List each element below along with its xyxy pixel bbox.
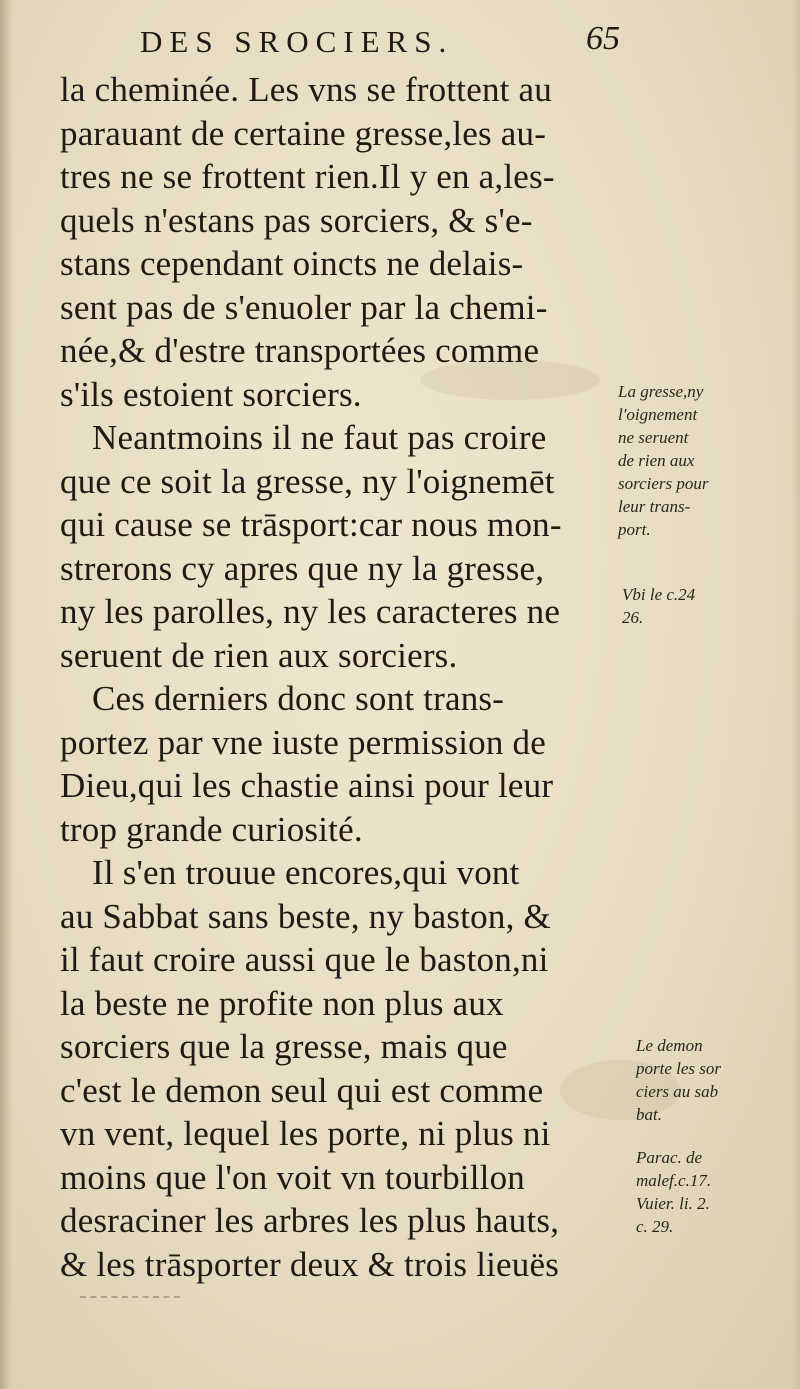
text-line: desraciner les arbres les plus hauts, (60, 1201, 560, 1240)
running-title: DES SROCIERS. (140, 24, 454, 59)
margin-note-line: de rien aux (618, 451, 695, 470)
main-text-block (60, 68, 625, 1286)
text-line: stans cependant oincts ne delais- (60, 244, 524, 283)
text-line: Dieu,qui les chastie ainsi pour leur (60, 766, 554, 805)
text-line: moins que l'on voit vn tourbillon (60, 1157, 525, 1197)
margin-note-line: ciers au sab (636, 1082, 719, 1101)
text-line: Neantmoins il ne faut pas croire (92, 418, 547, 457)
page-number: 65 (586, 20, 620, 57)
page-gutter-edge (0, 0, 14, 1389)
margin-note-demon (636, 1034, 796, 1126)
margin-note-line: l'oignement (618, 405, 698, 424)
text-line: Ces derniers donc sont trans- (92, 679, 505, 718)
text-line: tres ne se frottent rien.Il y en a,les- (60, 157, 555, 196)
bottom-ornament (80, 1296, 180, 1300)
text-line: parauant de certaine gresse,les au- (60, 113, 547, 153)
text-line: seruent de rien aux sorciers. (60, 635, 458, 675)
margin-note-line: Parac. de (636, 1148, 703, 1167)
running-header (140, 20, 620, 64)
margin-note-line: Vuier. li. 2. (636, 1194, 710, 1213)
text-line: il faut croire aussi que le baston,ni (60, 940, 549, 979)
margin-note-line: Vbi le c.24 (622, 585, 696, 604)
margin-note-line: bat. (636, 1105, 662, 1124)
text-line: vn vent, lequel les porte, ni plus ni (60, 1114, 551, 1153)
text-line: la cheminée. Les vns se frottent au (60, 70, 552, 109)
margin-note-line: La gresse,ny (618, 382, 704, 401)
text-line: née,& d'estre transportées comme (60, 331, 540, 370)
margin-note-line: c. 29. (636, 1217, 674, 1236)
margin-note-line: leur trans- (618, 497, 691, 516)
text-line: que ce soit la gresse, ny l'oignemēt (60, 461, 555, 501)
margin-note-reference (622, 583, 782, 629)
margin-note-line: 26. (622, 608, 644, 627)
text-line: sent pas de s'enuoler par la chemi- (60, 287, 548, 327)
margin-note-line: sorciers pour (618, 474, 709, 493)
margin-note-line: Le demon (636, 1036, 703, 1055)
text-line: portez par vne iuste permission de (60, 722, 546, 762)
text-line: au Sabbat sans beste, ny baston, & (60, 896, 551, 936)
text-line: c'est le demon seul qui est comme (60, 1070, 544, 1110)
margin-note-line: ne seruent (618, 428, 689, 447)
text-line: qui cause se trāsport:car nous mon- (60, 505, 562, 544)
text-line: strerons cy apres que ny la gresse, (60, 548, 545, 588)
text-line: sorciers que la gresse, mais que (60, 1027, 508, 1066)
text-line: Il s'en trouue encores,qui vont (92, 853, 520, 892)
margin-note-line: porte les sor (636, 1059, 721, 1078)
margin-note-line: port. (618, 520, 651, 539)
margin-note-citations (636, 1146, 796, 1238)
text-line: ny les parolles, ny les caracteres ne (60, 592, 561, 631)
text-line: la beste ne profite non plus aux (60, 983, 504, 1023)
text-line: trop grande curiosité. (60, 809, 363, 849)
text-line: s'ils estoient sorciers. (60, 374, 362, 414)
text-line: quels n'estans pas sorciers, & s'e- (60, 200, 533, 240)
text-line: & les trāsporter deux & trois lieuës (60, 1244, 560, 1284)
margin-note-gresse (618, 380, 778, 541)
margin-note-line: malef.c.17. (636, 1171, 712, 1190)
